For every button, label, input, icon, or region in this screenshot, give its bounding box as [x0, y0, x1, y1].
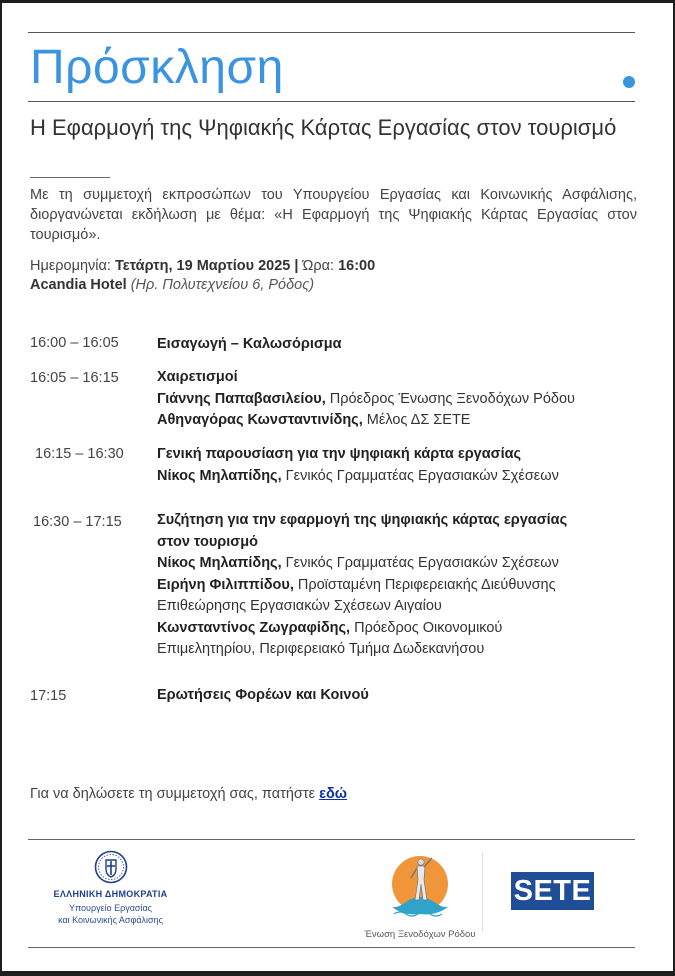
ministry-name-line2: Υπουργείο Εργασίας: [68, 903, 153, 913]
agenda-item: [157, 510, 627, 661]
sete-logo: SETE: [511, 872, 594, 910]
frame-top-border: [0, 0, 675, 3]
speaker-line: [157, 618, 627, 640]
registration-line: [30, 786, 347, 802]
venue-address: (Ηρ. Πολυτεχνείου 6, Ρόδος): [126, 277, 315, 293]
agenda-time: 16:30 – 17:15: [33, 514, 122, 530]
ministry-name-line1: ΕΛΛΗΝΙΚΗ ΔΗΜΟΚΡΑΤΙΑ: [53, 889, 168, 899]
event-subtitle: Η Εφαρμογή της Ψηφιακής Κάρτας Εργασίας στον τουρισμό: [30, 115, 617, 140]
speaker-line: [157, 575, 627, 597]
ministry-name-line3: και Κοινωνικής Ασφάλισης: [58, 915, 163, 925]
date-label: Ημερομηνία:: [30, 258, 115, 274]
speaker-role-cont: Επιμελητηρίου, Περιφερειακό Τμήμα Δωδεκανήσου: [157, 641, 485, 657]
agenda-item: [157, 444, 627, 487]
speaker-role: Πρόεδρος Οικονομικού: [350, 619, 503, 636]
hotel-association-name: Ένωση Ξενοδόχων Ρόδου: [364, 929, 476, 940]
speaker-name: Κωνσταντίνος Ζωγραφίδης,: [157, 619, 351, 636]
speaker-name: Ειρήνη Φιλιππίδου,: [157, 576, 294, 593]
agenda-title: Ερωτήσεις Φορέων και Κοινού: [157, 687, 369, 703]
date-value: Τετάρτη, 19 Μαρτίου 2025 |: [114, 258, 299, 274]
speaker-line: [157, 389, 627, 411]
page-title: Πρόσκληση: [30, 41, 284, 94]
logos-top-divider: [28, 839, 635, 840]
hotel-association-logo: [360, 852, 480, 940]
subtitle-underline: [30, 177, 110, 178]
speaker-role: Προϊσταμένη Περιφερειακής Διεύθυνσης: [293, 576, 556, 593]
venue-name: Acandia Hotel: [30, 277, 127, 293]
frame-left-border: [0, 0, 2, 976]
time-value: 16:00: [338, 258, 376, 274]
ministry-logo: [38, 850, 183, 926]
agenda-title: Συζήτηση για την εφαρμογή της ψηφιακής κάρτας εργασίας: [157, 512, 568, 528]
agenda-title-cont: στον τουρισμό: [157, 533, 258, 550]
event-venue-line: [30, 276, 630, 295]
title-divider: [28, 101, 635, 102]
agenda-item: [157, 334, 627, 356]
agenda-title: Χαιρετισμοί: [157, 369, 238, 385]
speaker-name: Γιάννης Παπαβασιλείου,: [157, 390, 326, 407]
registration-text: Για να δηλώσετε τη συμμετοχή σας, πατήστε: [30, 786, 320, 802]
agenda-title: Εισαγωγή – Καλωσόρισμα: [157, 336, 342, 352]
event-date-line: [30, 257, 630, 276]
speaker-role: Γενικός Γραμματέας Εργασιακών Σχέσεων: [281, 555, 559, 571]
frame-bottom-border: [0, 971, 675, 976]
speaker-role-cont: Επιθεώρησης Εργασιακών Σχέσεων Αιγαίου: [157, 598, 442, 614]
speaker-line: [157, 553, 627, 575]
speaker-name: Νίκος Μηλαπίδης,: [157, 467, 282, 484]
speaker-role: Μέλος ΔΣ ΣΕΤΕ: [362, 412, 471, 428]
logo-separator: [482, 852, 483, 932]
speaker-name: Αθηναγόρας Κωνσταντινίδης,: [157, 412, 363, 428]
speaker-line: [157, 466, 627, 488]
agenda-time: 16:15 – 16:30: [35, 446, 124, 462]
agenda-item: [157, 685, 627, 707]
top-divider: [28, 32, 635, 33]
logos-bottom-divider: [28, 947, 635, 948]
agenda-time: 17:15: [30, 688, 67, 704]
registration-link[interactable]: εδώ: [319, 786, 348, 802]
colossus-icon: [380, 852, 460, 922]
speaker-line: [157, 410, 627, 432]
speaker-name: Νίκος Μηλαπίδης,: [157, 555, 282, 571]
agenda-time: 16:05 – 16:15: [30, 370, 119, 386]
accent-dot: [623, 76, 635, 88]
speaker-role: Γενικός Γραμματέας Εργασιακών Σχέσεων: [281, 467, 559, 484]
intro-paragraph: Με τη συμμετοχή εκπροσώπων του Υπουργείου Εργασίας και Κοινωνικής Ασφάλισης, διοργανώνεται εκδήλωση με θέμα: «Η Εφαρμογή της Ψηφιακής Κάρτας Εργασίας στον τουρισμό».: [30, 187, 637, 243]
speaker-role: Πρόεδρος Ένωσης Ξενοδόχων Ρόδου: [325, 390, 575, 407]
agenda-time: 16:00 – 16:05: [30, 335, 119, 351]
greek-emblem-icon: [94, 850, 128, 884]
agenda-item: [157, 367, 627, 432]
time-label: Ώρα:: [298, 258, 339, 274]
agenda-title: Γενική παρουσίαση για την ψηφιακή κάρτα εργασίας: [157, 446, 522, 462]
